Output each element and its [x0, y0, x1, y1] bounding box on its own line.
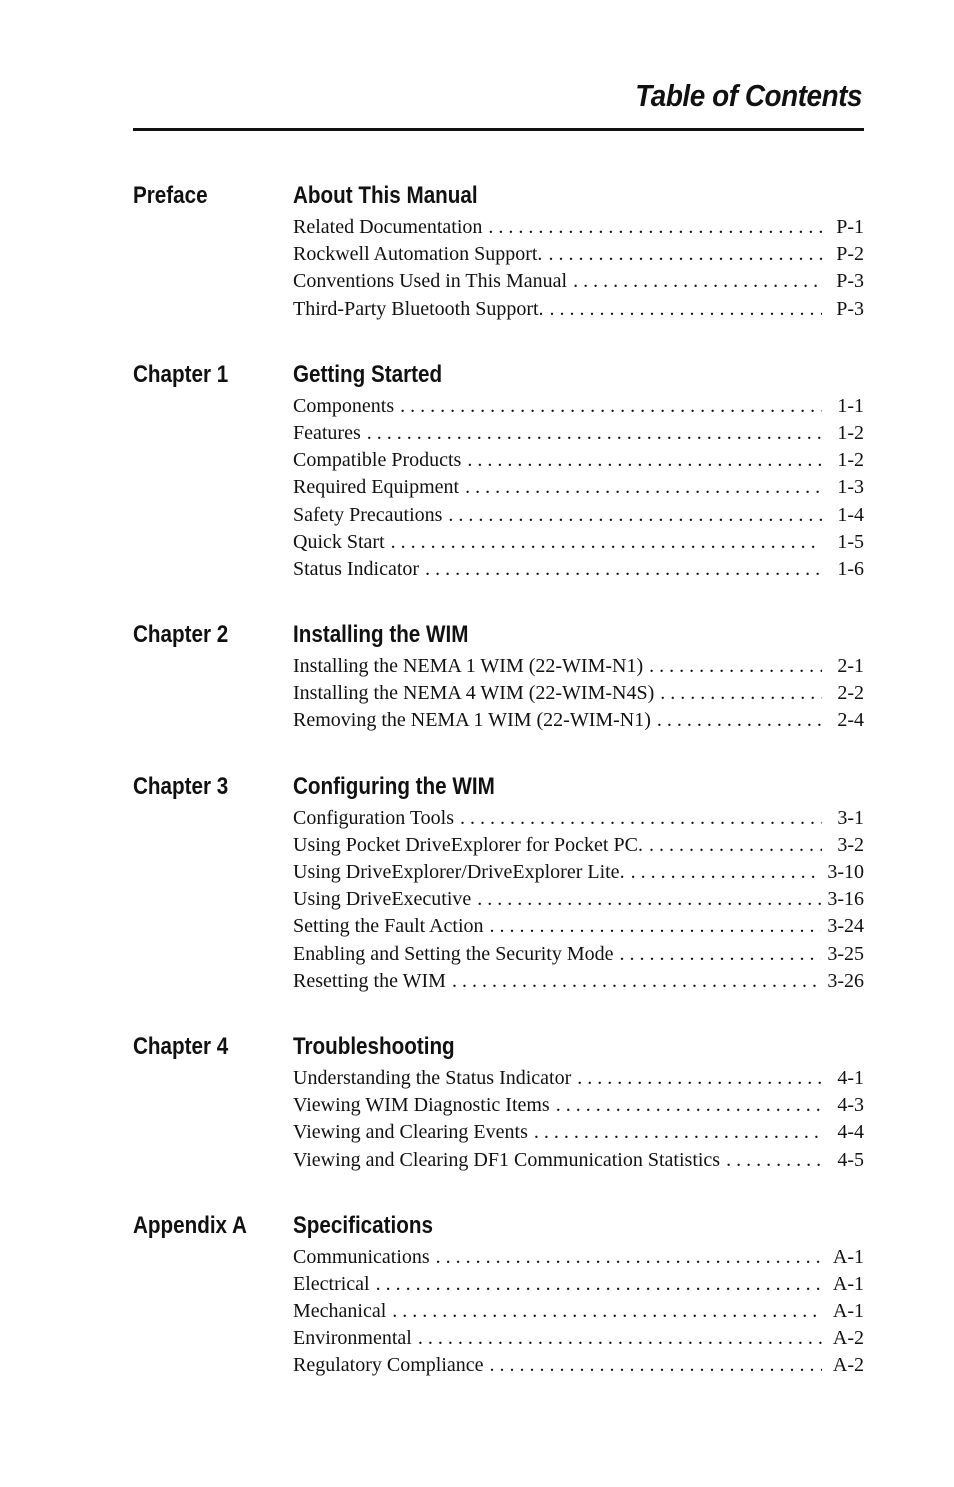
- entry-page-number: 3-25: [827, 942, 864, 965]
- entry-page-number: 3-2: [837, 833, 864, 856]
- entry-title: Compatible Products: [293, 449, 462, 472]
- toc-section: [133, 617, 864, 735]
- dot-leader: [534, 1119, 822, 1146]
- dot-leader: [490, 913, 822, 940]
- entry-page-number: P-3: [836, 297, 864, 320]
- section-title: Specifications: [293, 1211, 433, 1239]
- toc-entry: [293, 556, 864, 583]
- toc-entry: [293, 941, 864, 968]
- toc-entry: [293, 1092, 864, 1119]
- dot-leader: [726, 1147, 822, 1174]
- dot-leader: [460, 805, 822, 832]
- dot-leader: [467, 447, 822, 474]
- section-label: Preface: [133, 182, 208, 209]
- entry-page-number: 1-5: [837, 530, 864, 553]
- section-label: Appendix A: [133, 1211, 247, 1239]
- toc-entry: [293, 1271, 864, 1298]
- toc-entry: [293, 474, 864, 501]
- toc-entry: [293, 268, 864, 295]
- dot-leader: [649, 832, 822, 859]
- entry-list: [293, 1244, 864, 1380]
- entry-page-number: 3-16: [827, 888, 864, 911]
- entry-title: Quick Start: [293, 530, 385, 553]
- toc-section: [133, 1029, 864, 1174]
- dot-leader: [548, 241, 822, 268]
- entry-title: Setting the Fault Action: [293, 915, 484, 938]
- section-label: Chapter 4: [133, 1032, 229, 1060]
- dot-leader: [392, 1298, 822, 1325]
- entry-page-number: 3-1: [837, 806, 864, 829]
- entry-page-number: 4-1: [837, 1066, 864, 1089]
- entry-title: Enabling and Setting the Security Mode: [293, 942, 614, 965]
- section-spacer: [133, 323, 864, 357]
- entry-title: Installing the NEMA 1 WIM (22-WIM-N1): [293, 655, 644, 678]
- toc-entry: [293, 214, 864, 241]
- entry-page-number: P-1: [836, 216, 864, 238]
- entry-page-number: P-2: [836, 243, 864, 266]
- entry-title: Related Documentation: [293, 216, 483, 238]
- entry-list: [293, 805, 864, 995]
- entry-title: Status Indicator: [293, 557, 420, 580]
- entry-title: Viewing WIM Diagnostic Items: [293, 1094, 550, 1117]
- entry-title: Understanding the Status Indicator: [293, 1066, 572, 1089]
- toc-entry: [293, 1119, 864, 1146]
- entry-title: Third-Party Bluetooth Support.: [293, 297, 544, 320]
- entry-title: Using Pocket DriveExplorer for Pocket PC.: [293, 833, 643, 856]
- toc-section: [133, 1208, 864, 1380]
- toc-entry: [293, 1325, 864, 1352]
- dot-leader: [436, 1244, 822, 1271]
- toc-entry: [293, 1352, 864, 1379]
- entry-title: Rockwell Automation Support.: [293, 243, 543, 266]
- section-title: Installing the WIM: [293, 621, 469, 649]
- toc-entry: [293, 886, 864, 913]
- dot-leader: [550, 296, 822, 323]
- entry-title: Features: [293, 421, 361, 444]
- entry-page-number: 1-3: [837, 476, 864, 499]
- entry-title: Environmental: [293, 1327, 412, 1350]
- toc-section: [133, 357, 864, 583]
- entry-title: Installing the NEMA 4 WIM (22-WIM-N4S): [293, 682, 655, 705]
- entry-title: Using DriveExplorer/DriveExplorer Lite.: [293, 861, 625, 883]
- dot-leader: [452, 968, 821, 995]
- entry-list: [293, 214, 864, 323]
- toc-entry: [293, 393, 864, 420]
- entry-page-number: 3-24: [827, 915, 864, 938]
- title-rule: [133, 128, 864, 131]
- toc-entry: [293, 1065, 864, 1092]
- entry-title: Viewing and Clearing Events: [293, 1121, 528, 1144]
- entry-title: Communications: [293, 1245, 430, 1268]
- entry-title: Using DriveExecutive: [293, 888, 472, 911]
- toc-entry: [293, 420, 864, 447]
- entry-title: Conventions Used in This Manual: [293, 270, 568, 293]
- entry-page-number: 2-2: [837, 682, 864, 705]
- dot-leader: [477, 886, 821, 913]
- entry-title: Safety Precautions: [293, 503, 443, 526]
- toc-entry: [293, 805, 864, 832]
- entry-title: Required Equipment: [293, 476, 460, 499]
- entry-title: Regulatory Compliance: [293, 1354, 484, 1377]
- toc-entry: [293, 707, 864, 734]
- dot-leader: [465, 474, 822, 501]
- entry-title: Mechanical: [293, 1300, 387, 1323]
- toc-entry: [293, 859, 864, 886]
- entry-page-number: 1-4: [837, 503, 864, 526]
- toc-entry: [293, 913, 864, 940]
- entry-title: Electrical: [293, 1272, 370, 1295]
- entry-page-number: 1-2: [837, 449, 864, 472]
- section-spacer: [133, 995, 864, 1029]
- section-spacer: [133, 1174, 864, 1208]
- entry-list: [293, 1065, 864, 1174]
- dot-leader: [556, 1092, 822, 1119]
- toc-entry: [293, 653, 864, 680]
- toc-entry: [293, 1244, 864, 1271]
- entry-page-number: 4-4: [837, 1121, 864, 1144]
- section-title: Configuring the WIM: [293, 772, 495, 800]
- table-of-contents: [133, 178, 864, 1380]
- toc-entry: [293, 680, 864, 707]
- toc-entry: [293, 502, 864, 529]
- entry-page-number: 1-1: [837, 394, 864, 417]
- entry-page-number: A-2: [832, 1327, 864, 1350]
- entry-page-number: A-2: [832, 1354, 864, 1377]
- dot-leader: [660, 680, 822, 707]
- toc-entry: [293, 241, 864, 268]
- toc-entry: [293, 529, 864, 556]
- dot-leader: [631, 859, 822, 886]
- section-spacer: [133, 583, 864, 617]
- dot-leader: [367, 420, 822, 447]
- dot-leader: [418, 1325, 822, 1352]
- entry-page-number: 2-4: [837, 709, 864, 732]
- dot-leader: [400, 393, 822, 420]
- dot-leader: [448, 502, 822, 529]
- entry-title: Viewing and Clearing DF1 Communication Statistics: [293, 1148, 721, 1171]
- entry-page-number: P-3: [836, 270, 864, 293]
- entry-page-number: A-1: [832, 1272, 864, 1295]
- section-title: About This Manual: [293, 182, 478, 209]
- dot-leader: [391, 529, 822, 556]
- toc-entry: [293, 296, 864, 323]
- entry-page-number: 3-10: [827, 861, 864, 883]
- toc-entry: [293, 832, 864, 859]
- entry-page-number: 1-2: [837, 421, 864, 444]
- toc-entry: [293, 447, 864, 474]
- entry-page-number: 4-3: [837, 1094, 864, 1117]
- entry-page-number: 1-6: [837, 557, 864, 580]
- entry-list: [293, 653, 864, 735]
- dot-leader: [573, 268, 822, 295]
- entry-title: Removing the NEMA 1 WIM (22-WIM-N1): [293, 709, 651, 732]
- dot-leader: [488, 214, 822, 241]
- dot-leader: [490, 1352, 822, 1379]
- dot-leader: [577, 1065, 822, 1092]
- toc-section: [133, 178, 864, 323]
- toc-entry: [293, 1298, 864, 1325]
- toc-section: [133, 769, 864, 995]
- dot-leader: [649, 653, 822, 680]
- dot-leader: [425, 556, 822, 583]
- entry-list: [293, 393, 864, 583]
- entry-title: Resetting the WIM: [293, 969, 446, 992]
- toc-entry: [293, 968, 864, 995]
- section-spacer: [133, 735, 864, 769]
- section-label: Chapter 3: [133, 772, 229, 800]
- section-label: Chapter 1: [133, 360, 229, 388]
- dot-leader: [376, 1271, 822, 1298]
- entry-page-number: 3-26: [827, 969, 864, 992]
- section-label: Chapter 2: [133, 621, 229, 649]
- toc-entry: [293, 1147, 864, 1174]
- dot-leader: [620, 941, 822, 968]
- entry-page-number: 2-1: [837, 655, 864, 678]
- page-title: Table of Contents: [635, 78, 862, 113]
- entry-page-number: A-1: [832, 1300, 864, 1323]
- entry-page-number: A-1: [832, 1245, 864, 1268]
- entry-title: Configuration Tools: [293, 806, 455, 829]
- section-title: Troubleshooting: [293, 1032, 455, 1060]
- entry-title: Components: [293, 394, 395, 417]
- dot-leader: [657, 707, 822, 734]
- section-title: Getting Started: [293, 360, 443, 388]
- entry-page-number: 4-5: [837, 1148, 864, 1171]
